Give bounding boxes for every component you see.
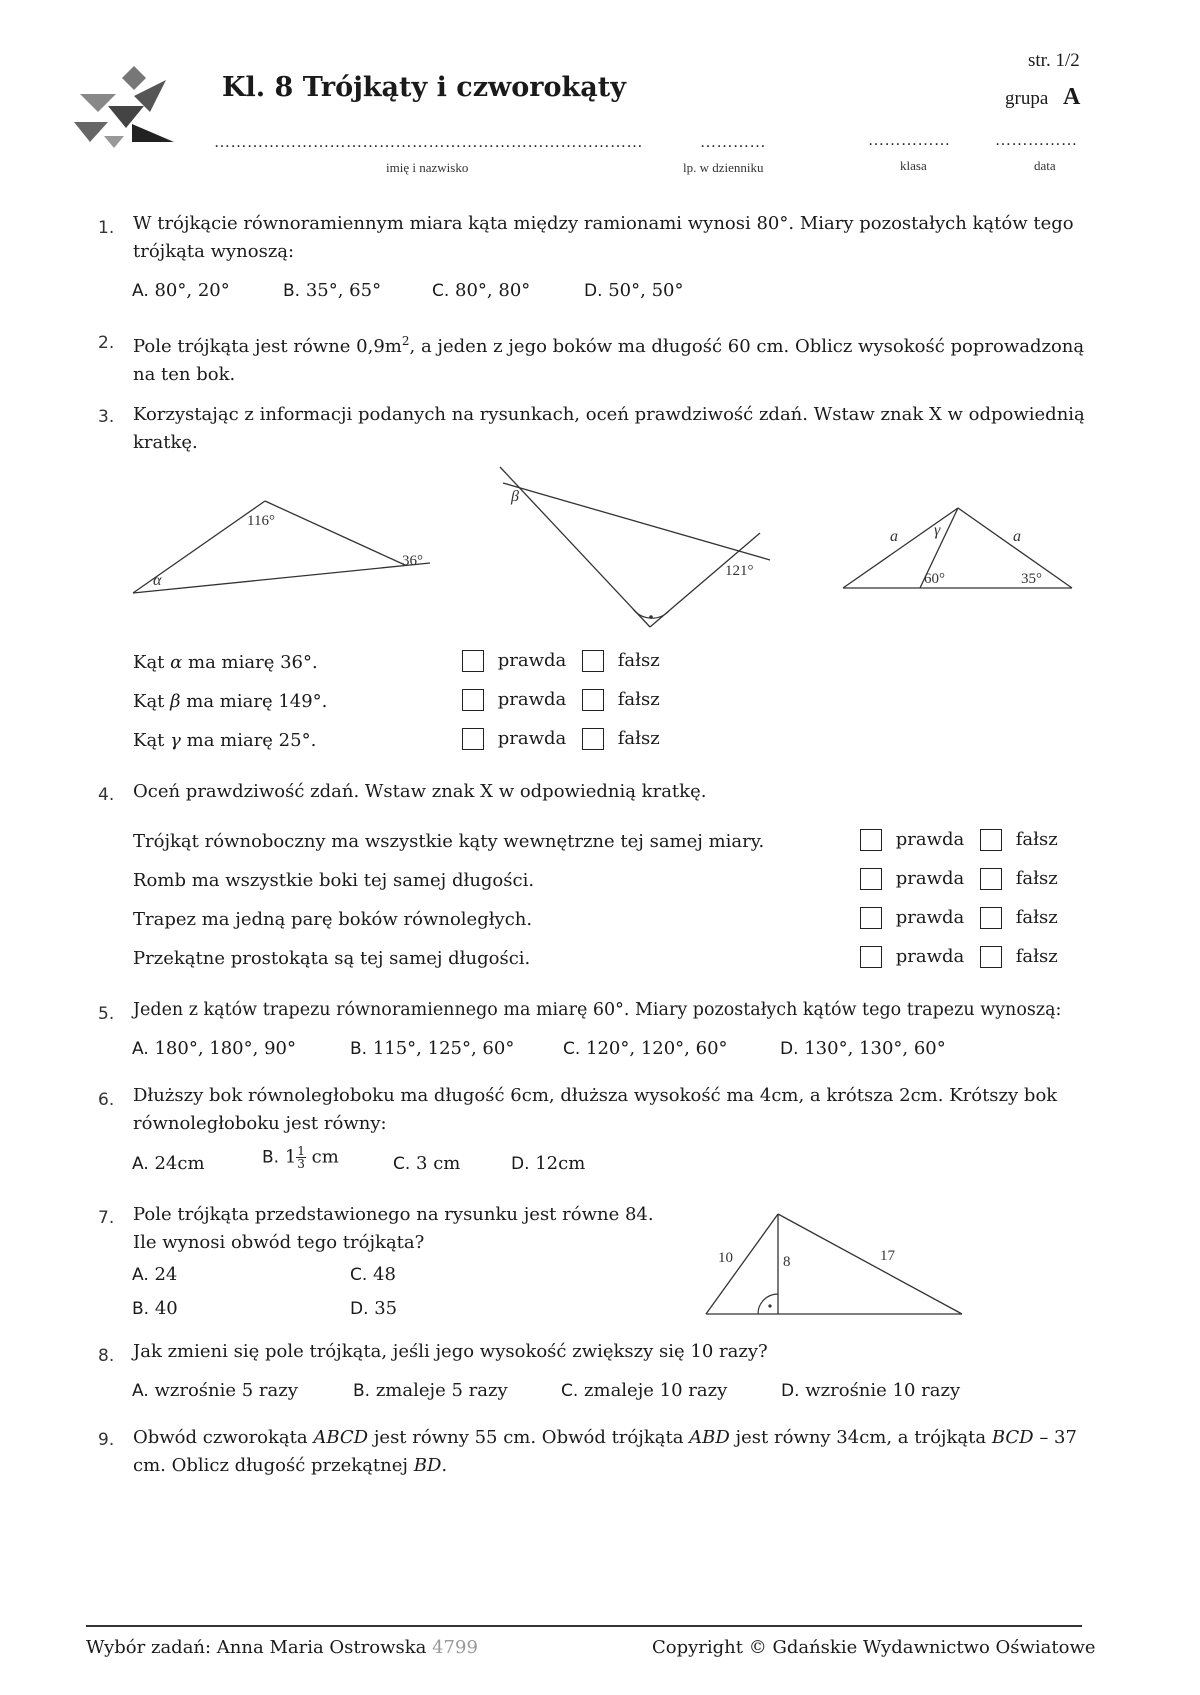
- q9-t4: – 37 cm. Oblicz długość przekątnej: [133, 1427, 1077, 1476]
- q7-option-c[interactable]: [350, 1264, 396, 1285]
- q4-answer-3: [860, 907, 1058, 929]
- q3-1-true-checkbox[interactable]: [462, 650, 484, 672]
- group-value: A: [1063, 84, 1081, 110]
- q4-answer-4: [860, 946, 1058, 968]
- q7-fig-label-height: 8: [783, 1254, 791, 1270]
- q7-option-a-letter: A.: [132, 1265, 149, 1285]
- q4-2-false-checkbox[interactable]: [980, 868, 1002, 890]
- q3-3-true-checkbox[interactable]: [462, 728, 484, 750]
- footer-copyright: Copyright © Gdańskie Wydawnictwo Oświatowe: [652, 1637, 1096, 1658]
- q3-figure-1: [125, 495, 435, 600]
- q4-4-false-checkbox[interactable]: [980, 946, 1002, 968]
- q8-option-a-letter: A.: [132, 1381, 149, 1401]
- q7-option-a[interactable]: [132, 1264, 177, 1285]
- q5-text: Jeden z kątów trapezu równoramiennego ma miarę 60°. Miary pozostałych kątów tego trapezu wynoszą:: [133, 1000, 1062, 1020]
- q8-option-c-letter: C.: [561, 1381, 579, 1401]
- q8-option-a-text: wzrośnie 5 razy: [154, 1380, 298, 1401]
- fig3-side-right: [958, 508, 1072, 588]
- q6-option-a-text: 24cm: [154, 1153, 205, 1174]
- group-label: [1005, 84, 1080, 111]
- q3-3-false-label: fałsz: [617, 728, 660, 749]
- page-title: Kl. 8 Trójkąty i czworokąty: [222, 72, 626, 103]
- q3-answer-1: [462, 650, 660, 672]
- q6-number: 6.: [98, 1090, 115, 1110]
- q8-option-b-letter: B.: [353, 1381, 371, 1401]
- footer-rule: [86, 1625, 1082, 1627]
- q6-option-b[interactable]: [262, 1145, 339, 1170]
- q1-option-c-text: 80°, 80°: [455, 280, 531, 301]
- q3-answer-3: [462, 728, 660, 750]
- q6-option-a-letter: A.: [132, 1154, 149, 1174]
- q5-option-b-letter: B.: [350, 1039, 368, 1059]
- q1-number: 1.: [98, 218, 115, 238]
- fig2-side-left: [500, 467, 650, 627]
- q5-option-b-text: 115°, 125°, 60°: [372, 1038, 515, 1059]
- q2-sup: 2: [401, 334, 410, 348]
- q6-option-b-fraction: [296, 1145, 306, 1170]
- fig3-label-top: γ: [934, 522, 941, 539]
- q6-option-d-text: 12cm: [535, 1153, 586, 1174]
- q3-1-false-checkbox[interactable]: [582, 650, 604, 672]
- q7-fig-right-angle-mark: [758, 1294, 778, 1314]
- q7-line-1: Pole trójkąta przedstawionego na rysunku jest równe 84.: [133, 1204, 654, 1225]
- q3-1-false-label: fałsz: [617, 650, 660, 671]
- klasa-field[interactable]: ……………: [868, 132, 951, 149]
- q4-statement-1: Trójkąt równoboczny ma wszystkie kąty wewnętrzne tej samej miary.: [133, 831, 765, 852]
- q1-option-c[interactable]: [432, 280, 530, 301]
- q2-text-b: , a jeden z jego boków ma długość 60 cm. Oblicz wysokość poprowadzoną na ten bok.: [133, 336, 1085, 385]
- q9-v1: ABCD: [313, 1427, 369, 1448]
- q3-statement-3-prefix: Kąt: [133, 730, 171, 751]
- q3-3-true-label: prawda: [497, 728, 567, 749]
- fig1-label-top: 116°: [247, 513, 275, 529]
- q4-4-false-label: fałsz: [1015, 946, 1058, 967]
- q8-option-b[interactable]: [353, 1380, 508, 1401]
- q3-statement-3: [133, 730, 316, 751]
- q6-option-d[interactable]: [511, 1153, 585, 1174]
- q4-3-false-label: fałsz: [1015, 907, 1058, 928]
- q6-option-b-denominator: 3: [297, 1157, 305, 1171]
- q4-1-false-checkbox[interactable]: [980, 829, 1002, 851]
- lp-field-label: lp. w dzienniku: [683, 160, 764, 175]
- q1-option-c-letter: C.: [432, 281, 450, 301]
- q1-option-b-letter: B.: [283, 281, 301, 301]
- q1-option-a-letter: A.: [132, 281, 149, 301]
- q3-3-false-checkbox[interactable]: [582, 728, 604, 750]
- q3-figure-3: [840, 505, 1075, 590]
- q3-1-true-label: prawda: [497, 650, 567, 671]
- q9-t2: jest równy 55 cm. Obwód trójkąta: [368, 1427, 690, 1448]
- q3-statement-2-suffix: ma miarę 149°.: [180, 691, 328, 712]
- q6-option-c-text: 3 cm: [416, 1153, 461, 1174]
- q4-3-true-checkbox[interactable]: [860, 907, 882, 929]
- logo-leg-left: [74, 122, 108, 142]
- q4-1-false-label: fałsz: [1015, 829, 1058, 850]
- q3-statement-3-suffix: ma miarę 25°.: [180, 730, 317, 751]
- q6-option-d-letter: D.: [511, 1154, 530, 1174]
- q4-number: 4.: [98, 785, 115, 805]
- q9-text: [133, 1424, 1093, 1480]
- q3-2-false-checkbox[interactable]: [582, 689, 604, 711]
- name-field-label: imię i nazwisko: [386, 160, 469, 175]
- q1-option-a-text: 80°, 20°: [154, 280, 230, 301]
- q5-option-a-letter: A.: [132, 1039, 149, 1059]
- page-number: str. 1/2: [1028, 50, 1080, 71]
- q4-statement-4: Przekątne prostokąta są tej samej długości.: [133, 948, 531, 969]
- q1-text: W trójkącie równoramiennym miara kąta między ramionami wynosi 80°. Miary pozostałych kątów tego trójkąta wynoszą:: [133, 213, 1074, 262]
- q4-1-true-label: prawda: [895, 829, 965, 850]
- q6-option-a[interactable]: [132, 1153, 205, 1174]
- fig3-label-right: 35°: [1021, 571, 1042, 587]
- q5-option-c-text: 120°, 120°, 60°: [586, 1038, 728, 1059]
- q9-t5: .: [441, 1455, 448, 1476]
- q3-text: Korzystając z informacji podanych na rysunkach, oceń prawdziwość zdań. Wstaw znak X w odpowiednią kratkę.: [133, 404, 1085, 453]
- q4-statement-2: Romb ma wszystkie boki tej samej długości.: [133, 870, 535, 891]
- q7-option-b-letter: B.: [132, 1299, 150, 1319]
- q3-statement-2-prefix: Kąt: [133, 691, 171, 712]
- q7-option-b-text: 40: [154, 1298, 178, 1319]
- q9-t3: jest równy 34cm, a trójkąta: [729, 1427, 992, 1448]
- q5-option-b[interactable]: [350, 1038, 514, 1059]
- q8-option-a[interactable]: [132, 1380, 298, 1401]
- q7-fig-right-angle-dot: [768, 1304, 771, 1307]
- logo-leg-right: [132, 124, 174, 142]
- q7-fig-label-right: 17: [880, 1248, 895, 1264]
- fig1-base-extended: [133, 563, 430, 593]
- q8-option-c[interactable]: [561, 1380, 727, 1401]
- fig3-label-side-right: a: [1013, 528, 1021, 545]
- fig2-label-top: β: [511, 488, 519, 505]
- q1-option-b-text: 35°, 65°: [305, 280, 382, 301]
- q3-statement-1-var: α: [170, 652, 183, 673]
- q9-v2: ABD: [689, 1427, 730, 1448]
- q8-text: Jak zmieni się pole trójkąta, jeśli jego wysokość zwiększy się 10 razy?: [133, 1341, 768, 1362]
- q3-statement-3-var: γ: [170, 730, 181, 751]
- q3-statement-1: [133, 652, 318, 673]
- q1-option-b[interactable]: [283, 280, 381, 301]
- q3-figure-2: [495, 465, 775, 635]
- q2-text: [133, 327, 1093, 389]
- fig3-label-mid: 60°: [924, 571, 945, 587]
- q4-statement-3: Trapez ma jedną parę boków równoległych.: [133, 909, 533, 930]
- q1-option-d[interactable]: [584, 280, 684, 301]
- q4-2-true-checkbox[interactable]: [860, 868, 882, 890]
- q7-option-c-text: 48: [373, 1264, 396, 1285]
- q3-statement-2-var: β: [170, 691, 181, 712]
- lp-field[interactable]: …………: [700, 134, 766, 151]
- q3-statement-2: [133, 691, 327, 712]
- fig1-label-right: 36°: [402, 553, 423, 569]
- publisher-logo: [74, 66, 176, 156]
- q8-option-c-text: zmaleje 10 razy: [584, 1380, 728, 1401]
- q2-number: 2.: [98, 333, 115, 353]
- q8-number: 8.: [98, 1346, 115, 1366]
- fig2-label-right: 121°: [725, 563, 754, 579]
- logo-diamond: [122, 66, 146, 90]
- data-field[interactable]: ……………: [995, 132, 1078, 149]
- q5-option-d[interactable]: [780, 1038, 946, 1059]
- q7-fig-side-right: [778, 1214, 962, 1314]
- q7-figure: [700, 1210, 970, 1322]
- fig2-side-top: [503, 483, 770, 560]
- q5-option-d-text: 130°, 130°, 60°: [804, 1038, 946, 1059]
- data-field-label: data: [1034, 158, 1056, 173]
- q7-option-d[interactable]: [350, 1298, 397, 1319]
- q4-answer-1: [860, 829, 1058, 851]
- q5-number: 5.: [98, 1004, 115, 1024]
- q7-option-d-letter: D.: [350, 1299, 369, 1319]
- q4-answer-2: [860, 868, 1058, 890]
- q8-option-d-letter: D.: [781, 1381, 800, 1401]
- q4-1-true-checkbox[interactable]: [860, 829, 882, 851]
- klasa-field-label: klasa: [900, 158, 927, 173]
- fig1-side-top: [265, 501, 405, 565]
- q7-option-d-text: 35: [374, 1298, 398, 1319]
- q6-option-c-letter: C.: [393, 1154, 411, 1174]
- q3-statement-1-prefix: Kąt: [133, 652, 171, 673]
- fig3-label-side-left: a: [890, 528, 898, 545]
- q4-text: Oceń prawdziwość zdań. Wstaw znak X w odpowiednią kratkę.: [133, 781, 707, 802]
- q3-statement-1-suffix: ma miarę 36°.: [182, 652, 318, 673]
- q1-option-d-letter: D.: [584, 281, 603, 301]
- q3-answer-2: [462, 689, 660, 711]
- footer-author-text: Wybór zadań: Anna Maria Ostrowska: [86, 1637, 427, 1658]
- logo-body: [108, 106, 144, 128]
- name-field[interactable]: ……………………………………………………………………: [214, 134, 643, 151]
- q9-v4: BD: [413, 1455, 442, 1476]
- q7-fig-label-left: 10: [718, 1250, 733, 1266]
- q4-2-false-label: fałsz: [1015, 868, 1058, 889]
- q5-option-a[interactable]: [132, 1038, 296, 1059]
- q1-option-d-text: 50°, 50°: [608, 280, 684, 301]
- q4-4-true-checkbox[interactable]: [860, 946, 882, 968]
- q3-number: 3.: [98, 407, 115, 427]
- q7-option-b[interactable]: [132, 1298, 178, 1319]
- q5-option-d-letter: D.: [780, 1039, 799, 1059]
- q1-option-a[interactable]: [132, 280, 230, 301]
- q2-text-a: Pole trójkąta jest równe 0,9m: [133, 336, 402, 357]
- footer-author: [86, 1637, 478, 1658]
- q5-option-c-letter: C.: [563, 1039, 581, 1059]
- q4-2-true-label: prawda: [895, 868, 965, 889]
- logo-wing-left: [80, 94, 116, 112]
- q8-option-d[interactable]: [781, 1380, 960, 1401]
- group-label-text: grupa: [1005, 88, 1049, 109]
- q9-number: 9.: [98, 1430, 115, 1450]
- q7-number: 7.: [98, 1208, 115, 1228]
- q6-option-c[interactable]: [393, 1153, 460, 1174]
- q4-4-true-label: prawda: [895, 946, 965, 967]
- fig1-label-left: α: [153, 572, 162, 589]
- q6-option-b-letter: B.: [262, 1147, 280, 1168]
- q9-t1: Obwód czworokąta: [133, 1427, 314, 1448]
- q7-line-2: Ile wynosi obwód tego trójkąta?: [133, 1232, 425, 1253]
- q7-option-c-letter: C.: [350, 1265, 368, 1285]
- q3-2-true-label: prawda: [497, 689, 567, 710]
- q8-option-d-text: wzrośnie 10 razy: [805, 1380, 961, 1401]
- q9-v3: BCD: [991, 1427, 1034, 1448]
- q7-fig-side-left: [706, 1214, 778, 1314]
- q4-3-true-label: prawda: [895, 907, 965, 928]
- q6-option-b-whole: 1: [284, 1146, 297, 1168]
- q5-option-a-text: 180°, 180°, 90°: [154, 1038, 296, 1059]
- q5-option-c[interactable]: [563, 1038, 728, 1059]
- q6-option-b-unit: cm: [311, 1146, 339, 1168]
- q6-option-b-numerator: 1: [297, 1144, 305, 1158]
- q3-2-false-label: fałsz: [617, 689, 660, 710]
- q7-option-a-text: 24: [154, 1264, 178, 1285]
- q4-3-false-checkbox[interactable]: [980, 907, 1002, 929]
- q6-text: Dłuższy bok równoległoboku ma długość 6cm, dłuższa wysokość ma 4cm, a krótsza 2cm. Krótszy bok równoległoboku jest równy:: [133, 1085, 1058, 1134]
- footer-code: 4799: [432, 1637, 478, 1658]
- q3-2-true-checkbox[interactable]: [462, 689, 484, 711]
- q8-option-b-text: zmaleje 5 razy: [375, 1380, 508, 1401]
- logo-foot: [104, 136, 124, 148]
- fig2-right-angle-dot: [649, 615, 653, 619]
